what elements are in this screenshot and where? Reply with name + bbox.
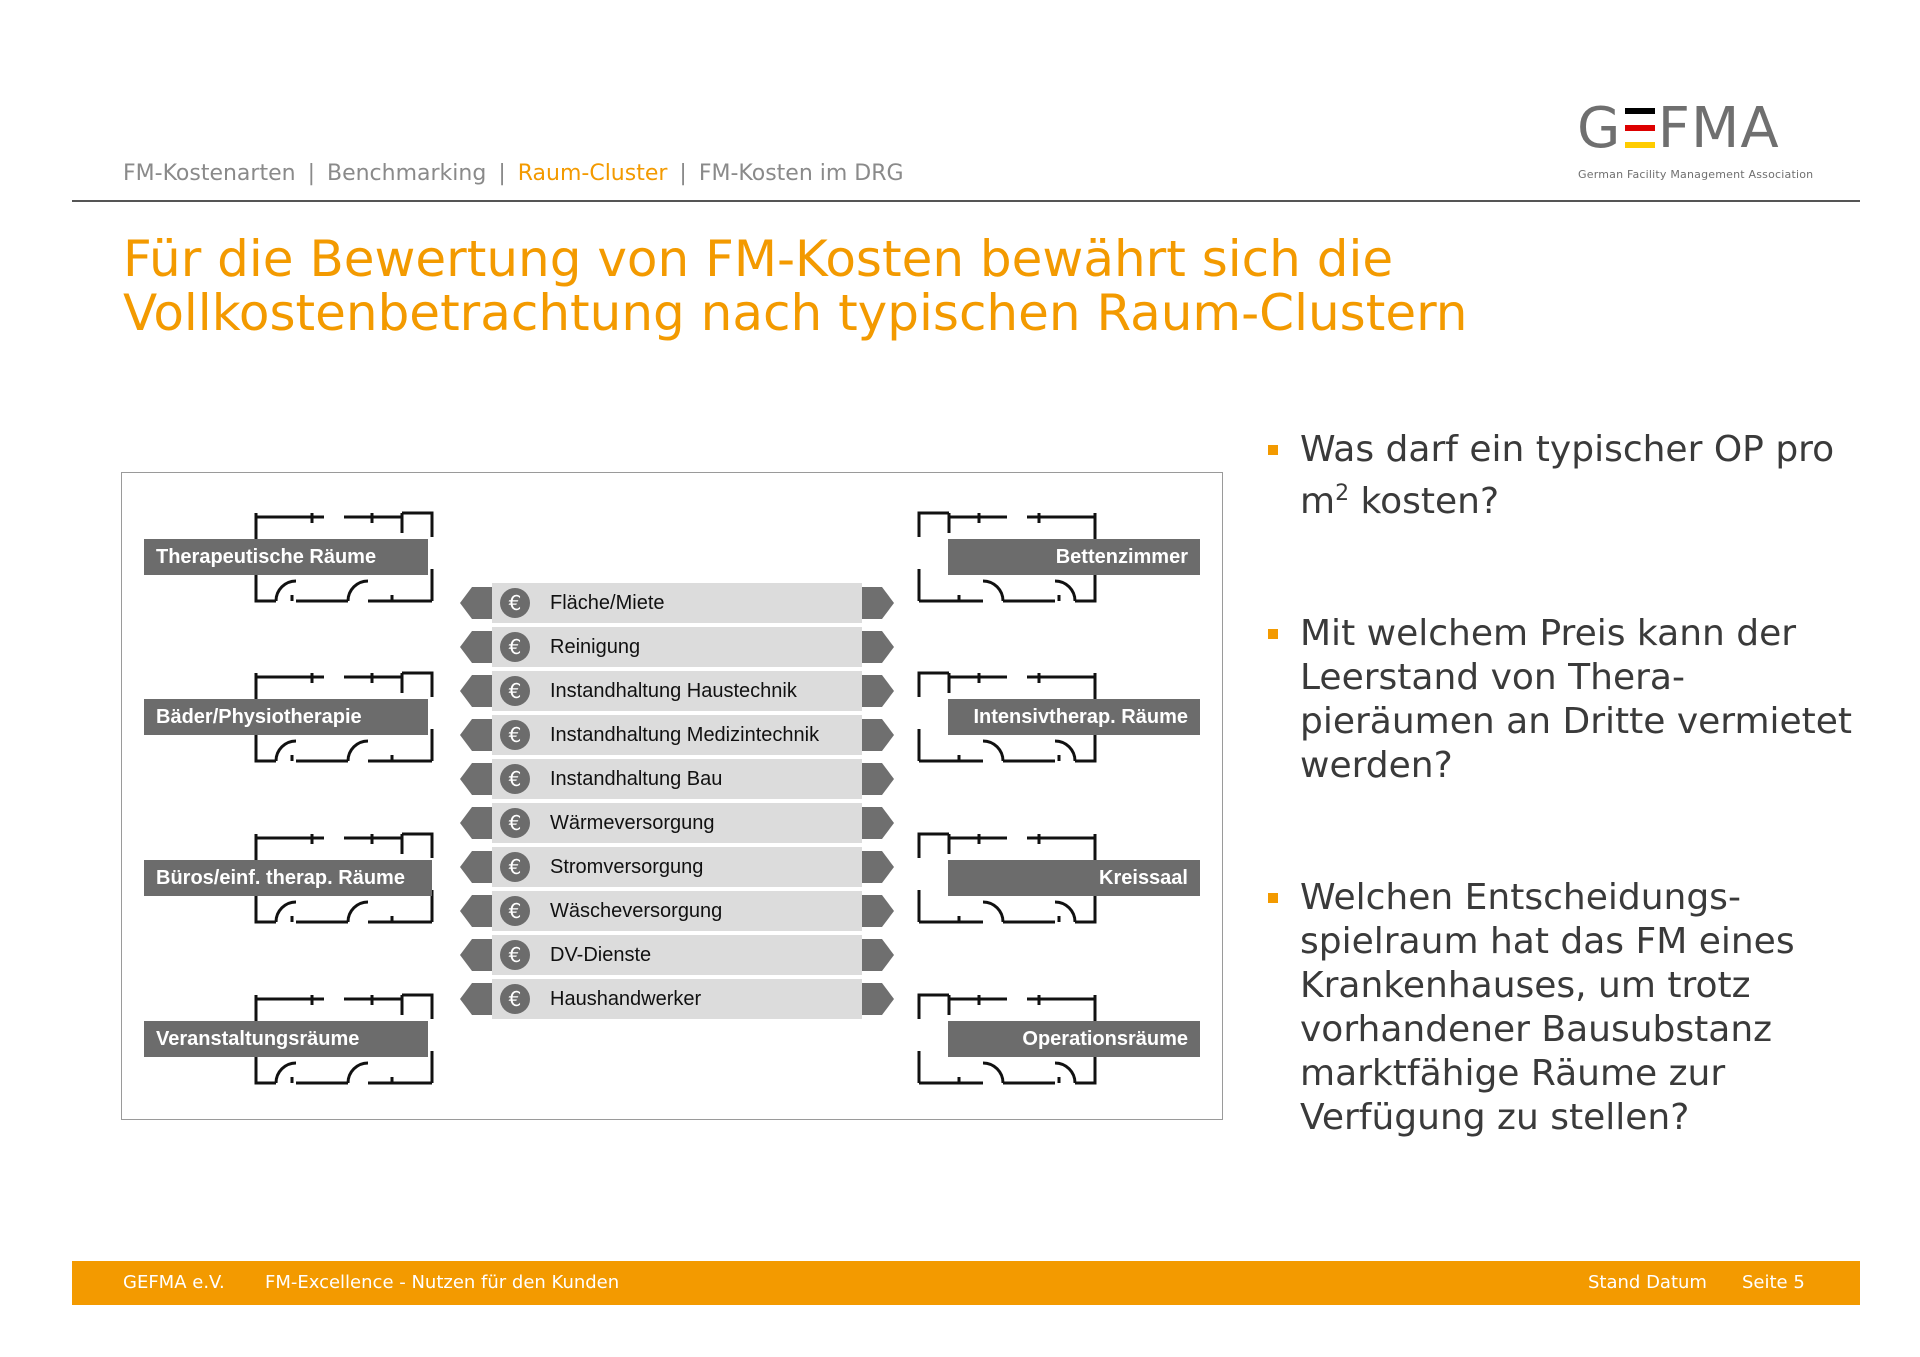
nav-separator: | (498, 161, 506, 186)
question-list (1268, 428, 1868, 1228)
arrow-left-icon (460, 675, 472, 707)
cost-item-bar (492, 935, 862, 975)
footer-org: GEFMA e.V. (123, 1272, 225, 1293)
arrow-right-icon (882, 983, 894, 1015)
arrow-left-icon (460, 719, 472, 751)
cost-item-label: Wäscheversorgung (550, 900, 723, 922)
arrow-right-body (862, 631, 882, 663)
cost-item-label: Wärmeversorgung (550, 812, 715, 834)
arrow-right-body (862, 851, 882, 883)
cost-item (460, 803, 892, 843)
nav-item-benchmarking[interactable]: Benchmarking (326, 161, 487, 186)
cost-item-label: DV-Dienste (550, 944, 652, 966)
footer-bar (72, 1261, 1860, 1305)
euro-coin-icon: € (500, 896, 530, 926)
cost-item (460, 671, 892, 711)
arrow-left-icon (460, 895, 472, 927)
logo-wordmark (1577, 96, 1780, 161)
footer-subtitle: FM-Excellence - Nutzen für den Kunden (265, 1272, 620, 1293)
cost-item (460, 847, 892, 887)
nav-item-fm-kosten-drg[interactable]: FM-Kosten im DRG (698, 161, 904, 186)
room-label: Intensivtherap. Räume (948, 699, 1200, 735)
room-label: Veranstaltungsräume (144, 1021, 428, 1057)
footer-page-number: Seite 5 (1742, 1272, 1805, 1293)
question-text: Was darf ein typischer OP pro m (1300, 429, 1835, 522)
logo-flag-icon (1625, 108, 1655, 152)
cost-item-label: Fläche/Miete (550, 592, 665, 614)
arrow-right-body (862, 763, 882, 795)
question-text: Mit welchem Preis kann der Leerstand von Thera-pieräumen an Dritte vermietet werden? (1300, 613, 1853, 786)
euro-coin-icon: € (500, 764, 530, 794)
arrow-left-icon (460, 587, 472, 619)
question-text-end: kosten? (1349, 481, 1500, 522)
arrow-left-icon (460, 851, 472, 883)
arrow-left-body (472, 939, 492, 971)
bullet-marker-icon (1268, 893, 1278, 903)
logo-letter: A (1740, 96, 1780, 161)
nav-separator: | (679, 161, 687, 186)
arrow-left-body (472, 719, 492, 751)
cost-item-label: Haushandwerker (550, 988, 702, 1010)
arrow-right-icon (882, 807, 894, 839)
logo-letter (1621, 96, 1657, 161)
cost-item (460, 891, 892, 931)
euro-coin-icon: € (500, 984, 530, 1014)
logo-letter: G (1577, 96, 1622, 161)
footer-date: Stand Datum (1588, 1272, 1707, 1293)
arrow-left-body (472, 631, 492, 663)
arrow-left-body (472, 983, 492, 1015)
header-divider (72, 200, 1860, 202)
arrow-left-body (472, 675, 492, 707)
cost-item-label: Instandhaltung Medizintechnik (550, 724, 820, 746)
arrow-right-icon (882, 895, 894, 927)
euro-coin-icon: € (500, 676, 530, 706)
room-label: Kreissaal (948, 860, 1200, 896)
cost-item (460, 935, 892, 975)
arrow-left-body (472, 851, 492, 883)
question-text: Welchen Entscheidungs-spielraum hat das FM eines Krankenhauses, um trotz vorhandener Bausubstanz marktfähige Räume zur Verfügung zu stellen? (1300, 877, 1795, 1138)
arrow-right-icon (882, 763, 894, 795)
arrow-right-icon (882, 675, 894, 707)
cost-item (460, 979, 892, 1019)
room-label: Operationsräume (948, 1021, 1200, 1057)
logo-flag-stripe (1625, 125, 1655, 131)
arrow-right-body (862, 895, 882, 927)
room-label: Therapeutische Räume (144, 539, 428, 575)
arrow-left-icon (460, 983, 472, 1015)
bullet-marker-icon (1268, 445, 1278, 455)
logo-letter: M (1691, 96, 1741, 161)
arrow-left-body (472, 807, 492, 839)
cost-item-label: Instandhaltung Haustechnik (550, 680, 797, 702)
arrow-left-icon (460, 631, 472, 663)
page-title: Für die Bewertung von FM-Kosten bewährt sich die Vollkostenbetrachtung nach typischen Raum-Clustern (123, 230, 1468, 342)
arrow-right-icon (882, 719, 894, 751)
euro-coin-icon: € (500, 852, 530, 882)
logo-subtitle: German Facility Management Association (1578, 168, 1814, 181)
nav-item-raum-cluster[interactable]: Raum-Cluster (517, 161, 668, 186)
arrow-left-icon (460, 807, 472, 839)
logo-letter: F (1657, 96, 1692, 161)
cost-item-label: Reinigung (550, 636, 641, 658)
cost-type-list (460, 583, 892, 1023)
arrow-left-icon (460, 939, 472, 971)
arrow-right-body (862, 939, 882, 971)
arrow-right-icon (882, 587, 894, 619)
arrow-left-body (472, 587, 492, 619)
euro-coin-icon: € (500, 808, 530, 838)
cost-item (460, 759, 892, 799)
cost-item (460, 583, 892, 623)
question-bullet (1268, 612, 1868, 788)
cost-item (460, 627, 892, 667)
arrow-left-body (472, 763, 492, 795)
euro-coin-icon: € (500, 720, 530, 750)
cost-item-bar (492, 583, 862, 623)
nav-separator: | (307, 161, 315, 186)
cost-item (460, 715, 892, 755)
logo-flag-stripe (1625, 142, 1655, 148)
euro-coin-icon: € (500, 588, 530, 618)
arrow-right-body (862, 983, 882, 1015)
gefma-logo (1577, 96, 1813, 186)
room-label: Büros/einf. therap. Räume (144, 860, 432, 896)
arrow-right-body (862, 719, 882, 751)
cost-item-label: Instandhaltung Bau (550, 768, 723, 790)
arrow-right-icon (882, 939, 894, 971)
question-superscript: 2 (1335, 481, 1350, 506)
cost-item-label: Stromversorgung (550, 856, 704, 878)
nav-item-fm-kostenarten[interactable]: FM-Kostenarten (123, 161, 296, 186)
cost-item-bar (492, 627, 862, 667)
arrow-right-icon (882, 631, 894, 663)
euro-coin-icon: € (500, 940, 530, 970)
arrow-right-body (862, 807, 882, 839)
room-label: Bettenzimmer (948, 539, 1200, 575)
arrow-left-body (472, 895, 492, 927)
arrow-left-icon (460, 763, 472, 795)
logo-flag-stripe (1625, 108, 1655, 114)
arrow-right-body (862, 675, 882, 707)
room-cluster-diagram (121, 472, 1223, 1120)
breadcrumb-nav (123, 161, 904, 186)
bullet-marker-icon (1268, 629, 1278, 639)
question-bullet (1268, 876, 1868, 1140)
arrow-right-body (862, 587, 882, 619)
euro-coin-icon: € (500, 632, 530, 662)
question-bullet (1268, 428, 1868, 524)
room-label: Bäder/Physiotherapie (144, 699, 428, 735)
arrow-right-icon (882, 851, 894, 883)
